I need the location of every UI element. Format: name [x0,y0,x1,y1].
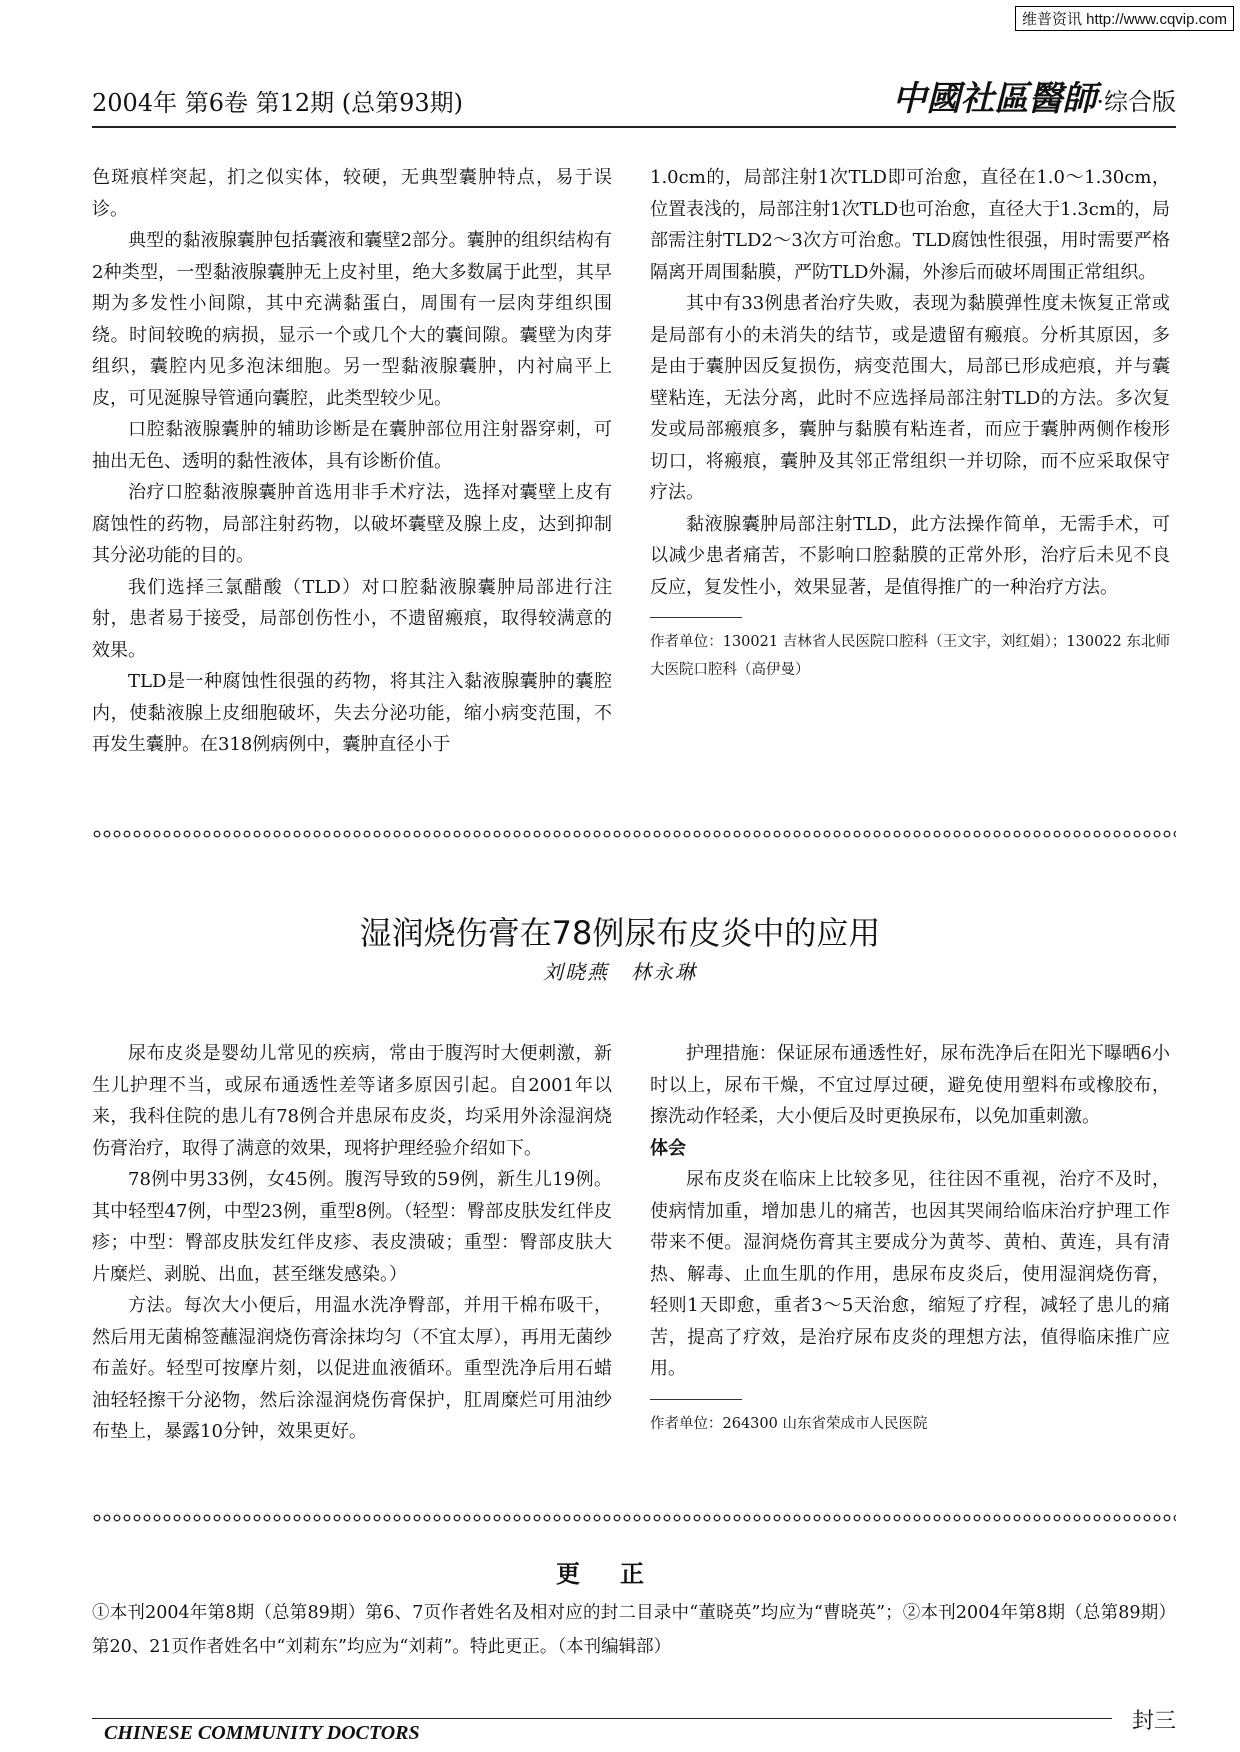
paragraph: 色斑痕样突起，扪之似实体，较硬，无典型囊肿特点，易于误诊。 [92,167,612,220]
paragraph: 治疗口腔黏液腺囊肿首选用非手术疗法，选择对囊壁上皮有腐蚀性的药物，局部注射药物，以破坏囊壁及腺上皮，达到抑制其分泌功能的目的。 [92,482,612,566]
paragraph: TLD是一种腐蚀性很强的药物，将其注入黏液腺囊肿的囊腔内，使黏液腺上皮细胞破坏，失去分泌功能，缩小病变范围，不再发生囊肿。在318例病例中，囊肿直径小于 [92,671,612,755]
paragraph: 其中有33例患者治疗失败，表现为黏膜弹性度未恢复正常或是局部有小的未消失的结节，或是遗留有瘢痕。分析其原因，多是由于囊肿因反复损伤，病变范围大，局部已形成疤痕，并与囊壁粘连，无法分离，此时不应选择局部注射TLD的方法。多次复发或局部瘢痕多，囊肿与黏膜有粘连者，而应于囊肿两侧作梭形切口，将瘢痕，囊肿及其邻正常组织一并切除，而不应采取保守疗法。 [650,293,1170,503]
note-rule [650,1399,742,1400]
watermark-label: 维普资讯 http://www.cqvip.com [1015,6,1234,31]
paragraph: 我们选择三氯醋酸（TLD）对口腔黏液腺囊肿局部进行注射，患者易于接受，局部创伤性小，不遗留瘢痕，取得较满意的效果。 [92,576,612,661]
paragraph: 方法。每次大小便后，用温水洗净臀部，并用干棉布吸干，然后用无菌棉签蘸湿润烧伤膏涂抹均匀（不宜太厚），再用无菌纱布盖好。轻型可按摩片刻，以促进血液循环。重型洗净后用石蜡油轻轻擦干分泌物，然后涂湿润烧伤膏保护，肛周糜烂可用油纱布垫上，暴露10分钟，效果更好。 [92,1295,612,1442]
journal-edition: ·综合版 [1096,88,1176,116]
article2-right-column [650,1038,1170,1438]
footer-journal-english: CHINESE COMMUNITY DOCTORS [104,1722,420,1744]
section-divider [92,830,1176,838]
section-subhead: 体会 [650,1137,686,1159]
paragraph: 黏液腺囊肿局部注射TLD，此方法操作简单，无需手术，可以减少患者痛苦，不影响口腔黏膜的正常外形，治疗后未见不良反应，复发性小，效果显著，是值得推广的一种治疗方法。 [650,513,1170,598]
journal-name [892,71,1176,120]
paragraph: 尿布皮炎在临床上比较多见，往往因不重视，治疗不及时，使病情加重，增加患儿的痛苦，也因其哭闹给临床治疗护理工作带来不便。湿润烧伤膏其主要成分为黄芩、黄柏、黄连，具有清热、解毒、止血生肌的作用，患尿布皮炎后，使用湿润烧伤膏，轻则1天即愈，重者3～5天治愈，缩短了疗程，减轻了患儿的痛苦，提高了疗效，是治疗尿布皮炎的理想方法，值得临床推广应用。 [650,1169,1170,1379]
correction-title: 更正 [556,1559,684,1588]
article2-left-column [92,1038,612,1448]
article-title: 湿润烧伤膏在78例尿布皮炎中的应用 [359,914,881,952]
paragraph: 78例中男33例，女45例。腹泻导致的59例，新生儿19例。其中轻型47例，中型23例，重型8例。（轻型：臀部皮肤发红伴皮疹；中型：臀部皮肤发红伴皮疹、表皮溃破；重型：臀部皮肤大片糜烂、剥脱、出血，甚至继发感染。） [92,1169,612,1285]
paragraph: 1.0cm的，局部注射1次TLD即可治愈，直径在1.0～1.30cm，位置表浅的，局部注射1次TLD也可治愈，直径大于1.3cm的，局部需注射TLD2～3次方可治愈。TLD腐蚀性很强，用时需要严格隔离开周围黏膜，严防TLD外漏，外渗后而破坏周围正常组织。 [650,167,1170,283]
article1-right-column [650,162,1170,684]
paragraph: 口腔黏液腺囊肿的辅助诊断是在囊肿部位用注射器穿刺，可抽出无色、透明的黏性液体，具有诊断价值。 [92,419,612,472]
footer-rule [92,1718,1112,1719]
paragraph: 尿布皮炎是婴幼儿常见的疾病，常由于腹泻时大便刺激，新生儿护理不当，或尿布通透性差等诸多原因引起。自2001年以来，我科住院的患儿有78例合并患尿布皮炎，均采用外涂湿润烧伤膏治疗，取得了满意的效果，现将护理经验介绍如下。 [92,1043,612,1159]
footer-page-label: 封三 [1131,1709,1176,1734]
article-authors: 刘晓燕 林永琳 [543,960,697,984]
paragraph: 典型的黏液腺囊肿包括囊液和囊壁2部分。囊肿的组织结构有2种类型，一型黏液腺囊肿无上皮衬里，绝大多数属于此型，其早期为多发性小间隙，其中充满黏蛋白，周围有一层肉芽组织围绕。时间较晚的病损，显示一个或几个大的囊间隙。囊壁为肉芽组织，囊腔内见多泡沫细胞。另一型黏液腺囊肿，内衬扁平上皮，可见涎腺导管通向囊腔，此类型较少见。 [92,230,612,409]
journal-logo: 中國社區醫師 [892,79,1097,119]
paragraph: 护理措施：保证尿布通透性好，尿布洗净后在阳光下曝晒6小时以上，尿布干燥，不宜过厚过硬，避免使用塑料布或橡胶布，擦洗动作轻柔，大小便后及时更换尿布，以免加重刺激。 [650,1043,1170,1127]
page-header [92,79,1176,128]
section-divider [92,1514,1176,1522]
issue-info: 2004年 第6卷 第12期 (总第93期) [92,89,464,117]
article1-left-column [92,162,612,761]
correction-text: ①本刊2004年第8期（总第89期）第6、7页作者姓名及相对应的封二目录中“董晓英”均应为“曹晓英”；②本刊2004年第8期（总第89期）第20、21页作者姓名中“刘莉东”均应为“刘莉”。特此更正。（本刊编辑部） [92,1603,1176,1657]
author-affiliation: 作者单位：264300 山东省荣成市人民医院 [650,1415,928,1432]
author-affiliation: 作者单位：130021 吉林省人民医院口腔科（王文宇，刘红娟）；130022 东北师大医院口腔科（高伊曼） [650,634,1170,678]
note-rule [650,617,742,618]
